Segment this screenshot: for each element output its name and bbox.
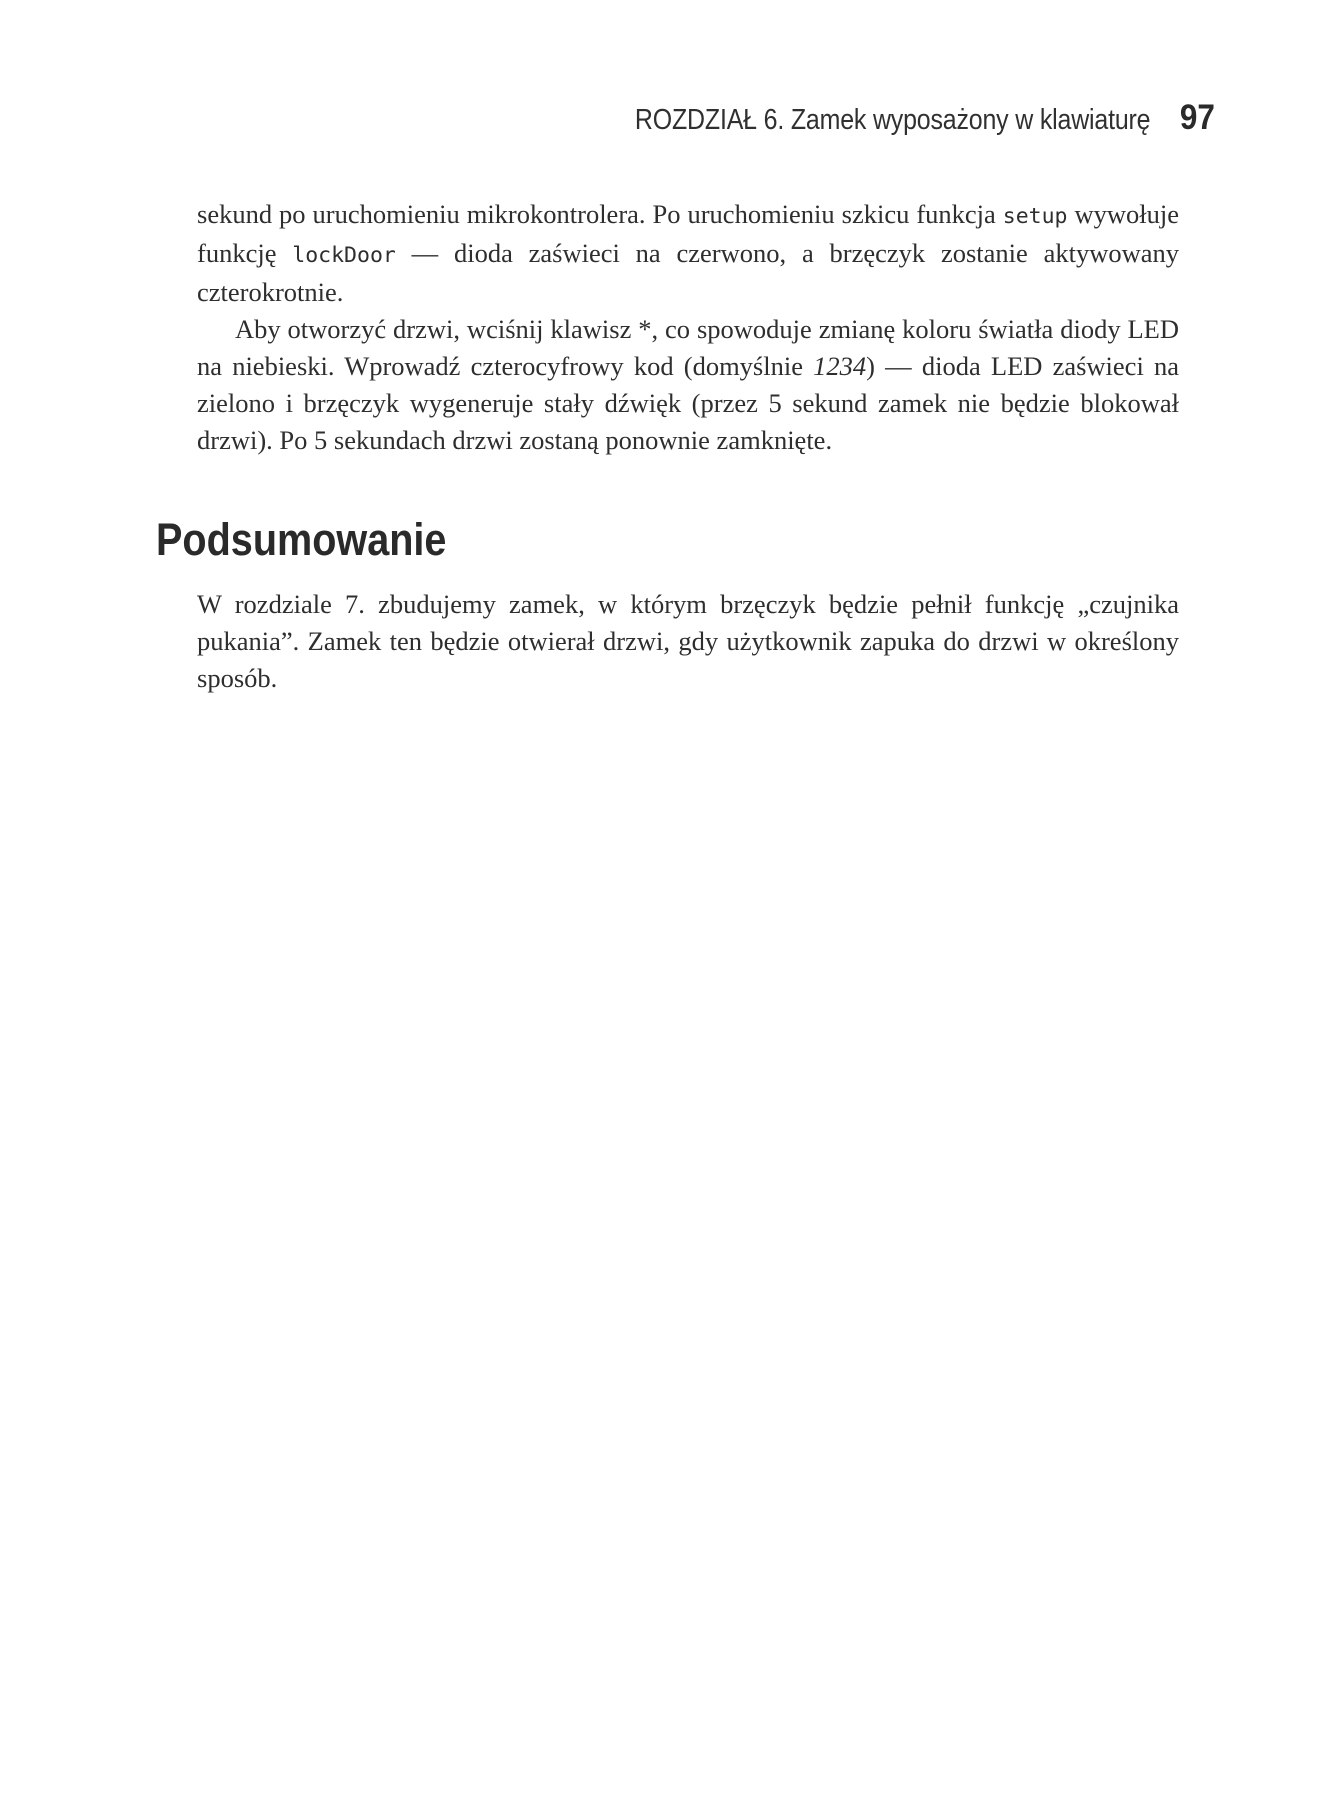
text-run: — dioda zaświeci na czerwono, a brzęczyk zostanie aktywowany czterokrotnie.	[197, 238, 1179, 307]
summary-text-block	[197, 586, 1179, 697]
text-run: sekund po uruchomieniu mikrokontrolera. Po uruchomieniu szkicu funkcja	[197, 199, 1003, 229]
code-setup: setup	[1002, 204, 1068, 229]
chapter-title: ROZDZIAŁ 6. Zamek wyposażony w klawiaturę	[634, 104, 1151, 136]
text-run: wywołuje funkcję	[197, 199, 1180, 268]
page-number: 97	[1179, 98, 1215, 137]
paragraph: W rozdziale 7. zbudujemy zamek, w którym brzęczyk będzie pełnił funkcję „czujnika pukania”. Zamek ten będzie otwierał drzwi, gdy użytkownik zapuka do drzwi w określony sposób.	[197, 589, 1179, 693]
default-code: 1234	[813, 351, 867, 381]
body-text-block	[197, 196, 1179, 459]
section-heading: Podsumowanie	[156, 514, 447, 565]
paragraph	[197, 196, 1179, 311]
running-header	[551, 98, 1215, 138]
code-lockdoor: lockDoor	[292, 243, 396, 268]
paragraph	[197, 311, 1179, 459]
text-run: Aby otworzyć drzwi, wciśnij klawisz *, co spowoduje zmianę koloru światła diody LED na niebieski. Wprowadź czterocyfrowy kod (domyślnie	[197, 314, 1179, 381]
text-run: ) — dioda LED zaświeci na zielono i brzęczyk wygeneruje stały dźwięk (przez 5 sekund zamek nie będzie blokował drzwi). Po 5 sekundach drzwi zostaną ponownie zamknięte.	[197, 351, 1179, 455]
